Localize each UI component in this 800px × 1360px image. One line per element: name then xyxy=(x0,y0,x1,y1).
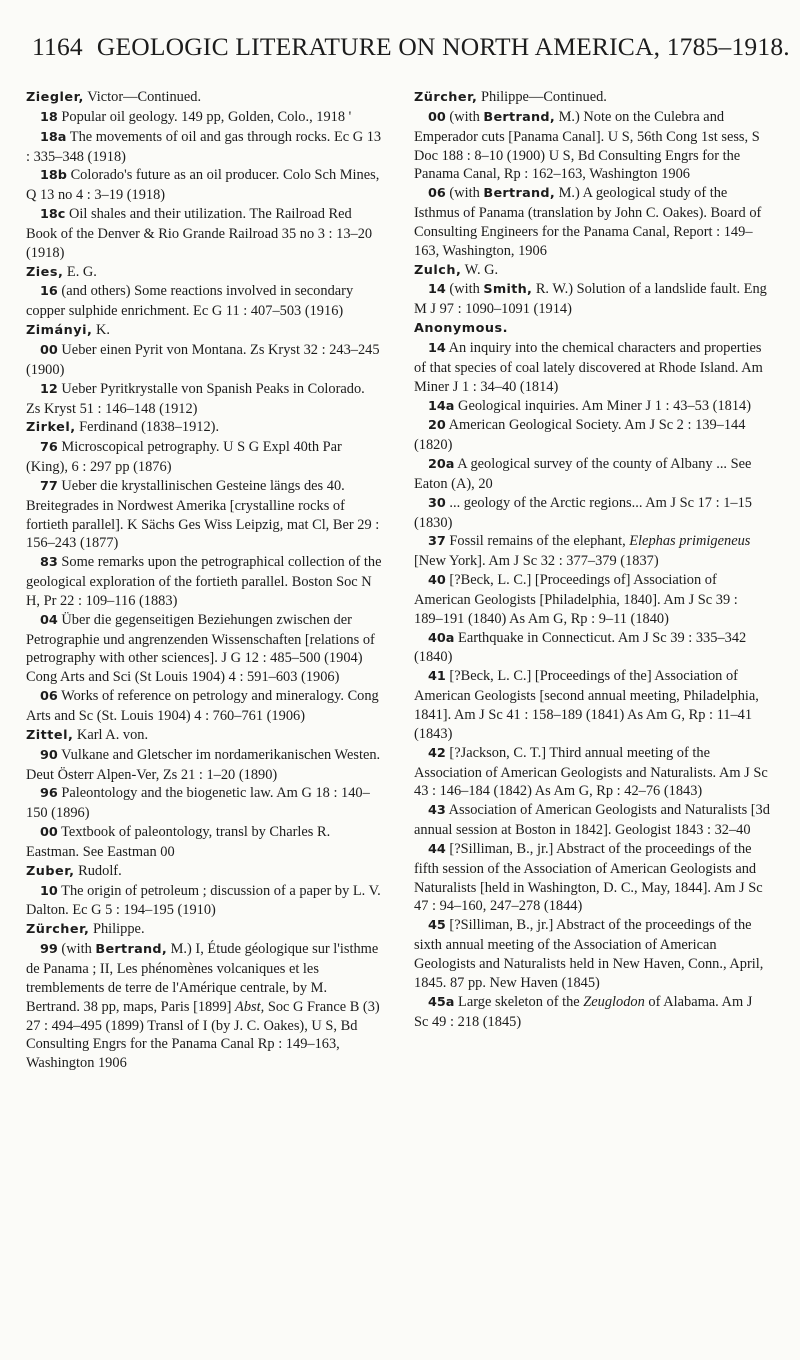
bibliography-entry xyxy=(414,339,770,397)
entry-number: 14a xyxy=(428,398,455,414)
author-detail: E. G. xyxy=(63,263,97,280)
author-name: Zürcher, xyxy=(414,90,478,105)
author-name: Zürcher, xyxy=(26,922,90,938)
bibliography-entry xyxy=(26,380,382,419)
entry-number: 14 xyxy=(428,340,446,356)
entry-text-cont: Soc G France B (3) 27 : 494–495 (1899) Transl of I (by J. C. Oakes), U S, Bd Consulting Engrs for the Panama Canal Rp : 149–163, Washington 1906 xyxy=(26,998,380,1072)
entry-number: 16 xyxy=(40,284,58,300)
running-title: GEOLOGIC LITERATURE ON NORTH AMERICA, 1785–1918. xyxy=(96,32,790,61)
italic-text: Elephas primigeneus xyxy=(629,533,751,550)
author-detail: Karl A. von. xyxy=(73,726,149,743)
bibliography-entry xyxy=(26,940,382,1073)
entry-text: Microscopical petrography. U S G Expl 40th Par (King), 6 : 297 pp (1876) xyxy=(26,439,342,476)
page-number: 1164 xyxy=(32,32,83,61)
coauthor-prefix: (with xyxy=(57,941,96,958)
entry-number: 45 xyxy=(428,918,446,934)
entry-number: 43 xyxy=(428,803,446,819)
author-detail: Victor—Continued. xyxy=(83,89,202,105)
entry-number: 77 xyxy=(40,478,58,494)
author-name: Zuber, xyxy=(26,863,75,879)
entry-text: (and others) Some reactions involved in secondary copper sulphide enrichment. Ec G 11 : 407–503 (1916) xyxy=(26,283,354,320)
entry-number: 06 xyxy=(40,689,58,705)
entry-text: Ueber einen Pyrit von Montana. Zs Kryst 32 : 243–245 (1900) xyxy=(26,341,380,378)
author-detail: K. xyxy=(92,322,110,339)
left-column xyxy=(26,88,382,1073)
bibliography-entry xyxy=(26,108,382,128)
entry-text: Paleontology and the biogenetic law. Am G 18 : 140–150 (1896) xyxy=(26,785,370,822)
entry-number: 00 xyxy=(40,825,58,841)
coauthor-name: Bertrand, xyxy=(483,109,556,125)
bibliography-entry xyxy=(414,744,770,802)
author-detail: Ferdinand (1838–1912). xyxy=(75,419,220,436)
author-heading xyxy=(414,261,770,281)
bibliography-entry xyxy=(414,416,770,455)
entry-text: An inquiry into the chemical characters and properties of that species of coal lately discovered at Rhode Island. Am Miner J 1 : 34–40 (1814) xyxy=(414,339,763,395)
entry-text: [?Beck, L. C.] [Proceedings of] Association of American Geologists [Philadelphia, 1840]. Am J Sc 39 : 189–191 (1840) As Am G, Rp : 9–11 (1840) xyxy=(414,572,738,627)
bibliography-entry xyxy=(414,455,770,494)
author-name: Ziegler, xyxy=(26,90,84,105)
bibliography-entry xyxy=(414,184,770,260)
coauthor-prefix: (with xyxy=(445,108,484,125)
bibliography-entry xyxy=(26,341,382,380)
entry-text: M.) A geological study of the Isthmus of Panama (translation by John C. Oakes). Board of Consulting Engineers for the Panama Canal, Report : 149–163, Washington, 1906 xyxy=(414,185,762,259)
entry-text: Works of reference on petrology and mineralogy. Cong Arts and Sc (St. Louis 1904) 4 : 760–761 (1906) xyxy=(26,688,379,724)
bibliography-entry xyxy=(26,477,382,553)
bibliography-entry xyxy=(414,667,770,743)
entry-text: ... geology of the Arctic regions... Am J Sc 17 : 1–15 (1830) xyxy=(414,494,752,531)
coauthor-name: Bertrand, xyxy=(95,942,168,958)
author-name: Zimányi, xyxy=(26,323,93,339)
entry-text: American Geological Society. Am J Sc 2 : 139–144 (1820) xyxy=(414,417,746,454)
bibliography-entry xyxy=(26,687,382,726)
bibliography-entry xyxy=(26,882,382,921)
entry-number: 04 xyxy=(40,612,58,628)
entry-number: 83 xyxy=(40,555,58,571)
entry-text: Oil shales and their utilization. The Railroad Red Book of the Denver & Rio Grande Railroad 35 no 3 : 13–20 (1918) xyxy=(26,206,373,261)
entry-text: The origin of petroleum ; discussion of a paper by L. V. Dalton. Ec G 5 : 194–195 (1910) xyxy=(26,882,381,919)
coauthor-name: Bertrand, xyxy=(483,186,556,202)
bibliography-entry xyxy=(414,571,770,629)
entry-text: Some remarks upon the petrographical collection of the geological exploration of the fortieth parallel. Boston Soc N H, Pr 22 : 109–116 (1883) xyxy=(26,554,382,609)
entry-text: The movements of oil and gas through rocks. Ec G 13 : 335–348 (1918) xyxy=(26,128,382,165)
entry-number: 20 xyxy=(428,418,446,434)
entry-number: 20a xyxy=(428,457,455,473)
entry-text: R. W.) Solution of a landslide fault. Eng M J 97 : 1090–1091 (1914) xyxy=(414,281,767,318)
bibliography-entry xyxy=(414,916,770,992)
bibliography-entry xyxy=(26,823,382,862)
bibliography-entry xyxy=(414,840,770,916)
entry-number: 37 xyxy=(428,534,446,550)
right-column xyxy=(414,88,770,1031)
author-heading xyxy=(26,726,382,746)
entry-text: Colorado's future as an oil producer. Colo Sch Mines, Q 13 no 4 : 3–19 (1918) xyxy=(26,167,380,204)
author-name: Zirkel, xyxy=(26,420,76,436)
entry-text: M.) Note on the Culebra and Emperador cuts [Panama Canal]. U S, 56th Cong 1st sess, S Doc 188 : 8–10 (1900) U S, Bd Consulting Engrs for the Panama Canal, Rp : 162–163, Washington 1906 xyxy=(414,108,760,183)
entry-number: 99 xyxy=(40,942,58,958)
author-name: Zulch, xyxy=(414,262,462,278)
coauthor-name: Smith, xyxy=(483,282,533,298)
bibliography-entry xyxy=(414,108,770,184)
author-heading xyxy=(26,88,382,108)
entry-text: A geological survey of the county of Albany ... See Eaton (A), 20 xyxy=(414,456,752,492)
entry-text: [?Silliman, B., jr.] Abstract of the proceedings of the sixth annual meeting of the Association of American Geologists and Naturalists held in New Haven, Conn., April, 1845. 87 pp. New Haven (1845) xyxy=(414,917,764,991)
entry-text: Über die gegenseitigen Beziehungen zwischen der Petrographie und angrenzenden Wissenschaften [relations of petrography with other sciences]. J G 12 : 485–500 (1904) Cong Arts and Sci (St Louis 1904) 4 : 591–603 (1906) xyxy=(26,611,375,686)
bibliography-entry xyxy=(414,397,770,417)
bibliography-entry xyxy=(26,784,382,823)
coauthor-prefix: (with xyxy=(445,281,484,298)
entry-number: 12 xyxy=(40,381,58,397)
author-heading xyxy=(26,263,382,283)
entry-number: 90 xyxy=(40,747,58,763)
author-heading xyxy=(26,418,382,438)
entry-number: 00 xyxy=(428,109,446,125)
entry-number: 00 xyxy=(40,342,58,358)
entry-number: 10 xyxy=(40,883,58,899)
author-name: Zittel, xyxy=(26,727,74,743)
entry-number: 30 xyxy=(428,495,446,511)
entry-text: Geological inquiries. Am Miner J 1 : 43–53 (1814) xyxy=(454,397,752,414)
entry-text: Vulkane and Gletscher im nordamerikanischen Westen. Deut Österr Alpen-Ver, Zs 21 : 1–20 (1890) xyxy=(26,746,381,783)
bibliography-entry xyxy=(26,438,382,477)
entry-text-cont: of Alabama. Am J Sc 49 : 218 (1845) xyxy=(414,993,753,1030)
bibliography-entry xyxy=(26,611,382,687)
author-detail: Rudolf. xyxy=(74,862,122,879)
entry-text: Fossil remains of the elephant, xyxy=(445,533,630,550)
entry-number: 06 xyxy=(428,186,446,202)
bibliography-entry xyxy=(414,280,770,319)
entry-text: Popular oil geology. 149 pp, Golden, Colo., 1918 ' xyxy=(57,108,352,125)
entry-number: 45a xyxy=(428,994,455,1010)
entry-number: 14 xyxy=(428,282,446,298)
entry-text: Ueber Pyritkrystalle von Spanish Peaks in Colorado. Zs Kryst 51 : 146–148 (1912) xyxy=(26,380,365,417)
bibliography-entry xyxy=(414,629,770,668)
entry-number: 76 xyxy=(40,440,58,456)
entry-text: Association of American Geologists and Naturalists [3d annual session at Boston in 1842]. Geologist 1843 : 32–40 xyxy=(414,802,770,839)
bibliography-entry xyxy=(26,282,382,321)
entry-number: 44 xyxy=(428,841,446,857)
author-heading xyxy=(414,319,770,339)
bibliography-entry xyxy=(26,166,382,205)
entry-text: [?Beck, L. C.] [Proceedings of the] Association of American Geologists [second annual meeting, Philadelphia, 1841]. Am J Sc 41 : 158–189 (1841) As Am G, Rp : 11–41 (1843) xyxy=(414,668,759,742)
entry-number: 18b xyxy=(40,168,67,184)
author-heading xyxy=(414,88,770,108)
entry-number: 18 xyxy=(40,109,58,125)
author-heading xyxy=(26,920,382,940)
author-detail: W. G. xyxy=(461,261,499,278)
entry-text: M.) I, Étude géologique sur l'isthme de Panama ; II, Les phénomènes volcaniques et les tremblements de terre de l'Amérique centrale, by M. Bertrand. 38 pp, maps, Paris [1899] xyxy=(26,941,379,1015)
entry-number: 96 xyxy=(40,786,58,802)
bibliography-entry xyxy=(414,993,770,1032)
author-name: Zies, xyxy=(26,264,64,280)
author-heading xyxy=(26,321,382,341)
bibliography-entry xyxy=(414,494,770,533)
entry-number: 41 xyxy=(428,669,446,685)
entry-number: 18a xyxy=(40,129,67,145)
coauthor-prefix: (with xyxy=(445,185,484,202)
bibliography-entry xyxy=(26,205,382,263)
entry-number: 40a xyxy=(428,630,455,646)
author-name: Anonymous. xyxy=(414,321,508,337)
italic-text: Abst, xyxy=(235,998,265,1015)
bibliography-entry xyxy=(26,553,382,611)
author-heading xyxy=(26,862,382,882)
bibliography-entry xyxy=(414,801,770,840)
bibliography-entry xyxy=(26,128,382,167)
author-detail: Philippe. xyxy=(89,921,145,938)
entry-number: 42 xyxy=(428,745,446,761)
page-header xyxy=(32,32,790,62)
entry-number: 18c xyxy=(40,207,66,223)
entry-number: 40 xyxy=(428,573,446,589)
entry-text: [?Silliman, B., jr.] Abstract of the proceedings of the fifth session of the Association of American Geologists and Naturalists [held in Washington, D. C., May, 1844]. Am J Sc 47 : 94–160, 247–278 (1844) xyxy=(414,840,763,915)
italic-text: Zeuglodon xyxy=(583,993,645,1010)
entry-text-cont: [New York]. Am J Sc 32 : 377–379 (1837) xyxy=(414,553,659,570)
entry-text: Ueber die krystallinischen Gesteine längs des 40. Breitegrades in Nordwest Amerika [crystalline rocks of fortieth parallel]. K Sächs Ges Wiss Leipzig, mat Cl, Ber 29 : 156–243 (1877) xyxy=(26,477,380,552)
author-detail: Philippe—Continued. xyxy=(477,89,607,105)
bibliography-entry xyxy=(26,746,382,785)
entry-text: Large skeleton of the xyxy=(454,993,584,1010)
entry-text: Earthquake in Connecticut. Am J Sc 39 : 335–342 (1840) xyxy=(414,629,747,666)
entry-text: Textbook of paleontology, transl by Charles R. Eastman. See Eastman 00 xyxy=(26,824,331,860)
entry-text: [?Jackson, C. T.] Third annual meeting of the Association of American Geologists and Naturalists. Am J Sc 43 : 146–184 (1842) As Am G, Rp : 42–76 (1843) xyxy=(414,744,768,800)
bibliography-entry xyxy=(414,532,770,571)
